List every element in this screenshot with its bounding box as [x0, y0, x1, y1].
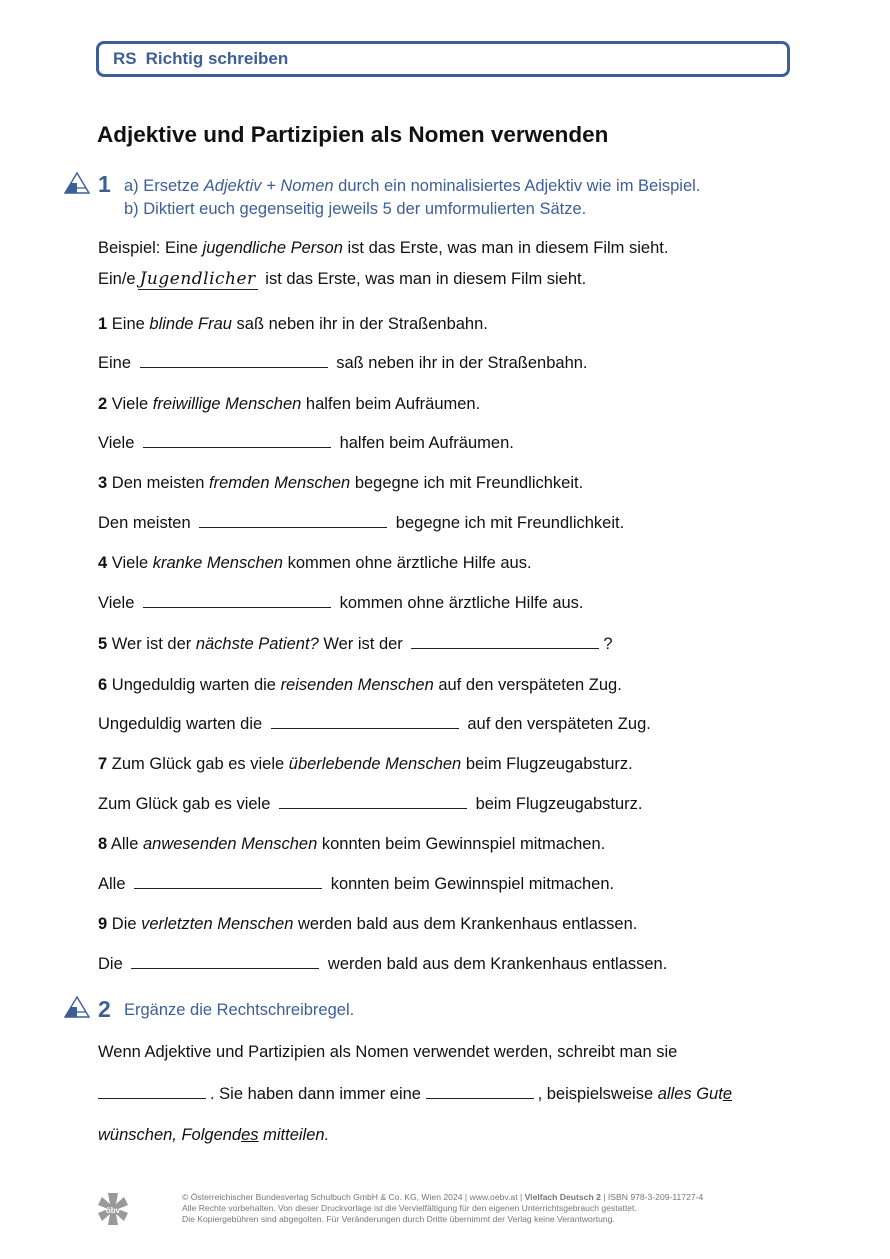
instruction-text: a) Ersetze	[124, 177, 204, 195]
footer-line: Die Kopiergebühren sind abgegolten. Für Veränderungen durch Dritte übernimmt der Verlag keine Verantwortung.	[182, 1214, 615, 1224]
exercise-answer-line	[98, 433, 514, 453]
text: saß neben ihr in der Straßenbahn.	[231, 315, 488, 333]
answer-blank[interactable]	[271, 714, 459, 729]
text: beim Flugzeugabsturz.	[461, 755, 633, 773]
item-number: 1	[98, 315, 108, 333]
example-answer	[98, 269, 586, 290]
instruction-emphasis: Adjektiv + Nomen	[203, 177, 334, 195]
answer-blank[interactable]	[140, 353, 328, 368]
text: Ungeduldig warten die	[98, 715, 267, 733]
text: Wer ist der	[318, 635, 408, 653]
task-number: 1	[98, 171, 111, 197]
text: Wer ist der	[107, 635, 196, 653]
exercise-sentence	[98, 634, 613, 654]
text: halfen beim Aufräumen.	[301, 395, 481, 413]
footer-line	[182, 1192, 703, 1203]
item-number: 3	[98, 474, 108, 492]
rule-text	[98, 1084, 732, 1104]
text: © Österreichischer Bundesverlag Schulbuch GmbH & Co. KG, Wien 2024 | www.oebv.at |	[182, 1192, 525, 1202]
emphasis: alles Gut	[657, 1085, 723, 1103]
exercise-answer-line	[98, 714, 651, 734]
task-instruction: Ergänze die Rechtschreibregel.	[124, 1001, 355, 1019]
text: konnten beim Gewinnspiel mitmachen.	[317, 835, 606, 853]
emphasis: kranke Menschen	[152, 554, 283, 572]
text: begegne ich mit Freundlichkeit.	[391, 514, 625, 532]
task-instruction	[124, 175, 700, 221]
text: Eine	[98, 354, 136, 372]
text: konnten beim Gewinnspiel mitmachen.	[326, 875, 615, 893]
text: ?	[603, 635, 613, 653]
item-number: 6	[98, 676, 108, 694]
text: Viele	[98, 594, 139, 612]
rule-text	[98, 1126, 329, 1145]
instruction-b: b) Diktiert euch gegenseitig jeweils 5 der umformulierten Sätze.	[124, 200, 587, 218]
publisher-logo-text: öbv	[105, 1206, 121, 1215]
difficulty-pyramid-icon	[64, 996, 90, 1018]
item-number: 9	[98, 915, 108, 933]
text: auf den verspäteten Zug.	[462, 715, 651, 733]
emphasis: mitteilen.	[258, 1126, 330, 1144]
exercise-answer-line	[98, 593, 584, 613]
difficulty-pyramid-icon	[64, 172, 90, 194]
emphasis: verletzten Menschen	[141, 915, 294, 933]
text: ist das Erste, was man in diesem Film sieht.	[260, 270, 587, 288]
underlined-ending: es	[241, 1126, 259, 1144]
exercise-answer-line	[98, 954, 667, 974]
text: beim Flugzeugabsturz.	[471, 795, 643, 813]
exercise-sentence	[98, 395, 480, 414]
instruction-text: durch ein nominalisiertes Adjektiv wie im Beispiel.	[333, 177, 701, 195]
text: , beispielsweise	[537, 1085, 658, 1103]
emphasis: fremden Menschen	[208, 474, 351, 492]
text: Eine	[107, 315, 150, 333]
text: Viele	[107, 395, 153, 413]
answer-blank[interactable]	[134, 874, 322, 889]
text: ist das Erste, was man in diesem Film sieht.	[342, 239, 669, 257]
text: Zum Glück gab es viele	[98, 795, 275, 813]
text: werden bald aus dem Krankenhaus entlassen.	[323, 955, 668, 973]
footer-line: Alle Rechte vorbehalten. Von dieser Druckvorlage ist die Vervielfältigung für den eigenen Unterrichtsgebrauch gestattet.	[182, 1203, 637, 1213]
exercise-answer-line	[98, 513, 624, 533]
instruction-a	[124, 175, 700, 198]
text: kommen ohne ärztliche Hilfe aus.	[283, 554, 532, 572]
text: Zum Glück gab es viele	[107, 755, 289, 773]
emphasis: freiwillige Menschen	[152, 395, 302, 413]
section-label: Richtig schreiben	[145, 49, 289, 68]
text: Viele	[98, 434, 139, 452]
text: Die	[107, 915, 142, 933]
exercise-answer-line	[98, 353, 588, 373]
answer-blank[interactable]	[98, 1084, 206, 1099]
text: Alle	[107, 835, 143, 853]
text: | ISBN 978-3-209-11727-4	[600, 1192, 704, 1202]
exercise-sentence	[98, 554, 532, 573]
emphasis: wünschen, Folgend	[98, 1126, 242, 1144]
footer-copyright	[182, 1192, 703, 1225]
example-sentence	[98, 239, 668, 258]
answer-blank[interactable]	[143, 593, 331, 608]
exercise-answer-line	[98, 874, 614, 894]
exercise-sentence	[98, 755, 633, 774]
task-number: 2	[98, 996, 111, 1022]
text: Alle	[98, 875, 131, 893]
text: Ungeduldig warten die	[107, 676, 281, 694]
text: saß neben ihr in der Straßenbahn.	[331, 354, 588, 372]
emphasis: blinde Frau	[149, 315, 232, 333]
underlined-ending: e	[722, 1085, 733, 1103]
emphasis: überlebende Menschen	[288, 755, 462, 773]
text: kommen ohne ärztliche Hilfe aus.	[334, 594, 584, 612]
exercise-sentence	[98, 835, 605, 854]
text: Den meisten	[107, 474, 209, 492]
text: Die	[98, 955, 128, 973]
answer-blank[interactable]	[131, 954, 319, 969]
text: halfen beim Aufräumen.	[334, 434, 514, 452]
item-number: 8	[98, 835, 108, 853]
text: Ein/e	[98, 270, 136, 288]
answer-blank[interactable]	[426, 1084, 534, 1099]
handwritten-answer: Jugendlicher	[139, 269, 256, 289]
exercise-answer-line	[98, 794, 643, 814]
answer-blank[interactable]	[411, 634, 599, 649]
text: begegne ich mit Freundlichkeit.	[350, 474, 584, 492]
rule-text: Wenn Adjektive und Partizipien als Nomen verwendet werden, schreibt man sie	[98, 1043, 678, 1061]
exercise-sentence	[98, 315, 488, 334]
exercise-sentence	[98, 676, 622, 695]
text: auf den verspäteten Zug.	[433, 676, 622, 694]
text: Viele	[107, 554, 153, 572]
answer-blank[interactable]	[199, 513, 387, 528]
answer-blank[interactable]	[279, 794, 467, 809]
exercise-sentence	[98, 915, 637, 934]
section-code: RS	[113, 49, 137, 68]
answer-blank[interactable]	[143, 433, 331, 448]
exercise-sentence	[98, 474, 583, 493]
emphasis: nächste Patient?	[195, 635, 319, 653]
page-title: Adjektive und Partizipien als Nomen verwenden	[97, 122, 609, 147]
book-title: Vielfach Deutsch 2	[524, 1192, 601, 1202]
item-number: 7	[98, 755, 108, 773]
emphasis: reisenden Menschen	[280, 676, 434, 694]
publisher-logo-icon	[97, 1192, 129, 1226]
text: . Sie haben dann immer eine	[210, 1085, 426, 1103]
text: Den meisten	[98, 514, 196, 532]
item-number: 4	[98, 554, 108, 572]
text: Beispiel: Eine	[98, 239, 203, 257]
emphasis: jugendliche Person	[202, 239, 343, 257]
emphasis: anwesenden Menschen	[142, 835, 318, 853]
item-number: 5	[98, 635, 108, 653]
section-header	[96, 41, 790, 77]
text: werden bald aus dem Krankenhaus entlassen.	[293, 915, 638, 933]
item-number: 2	[98, 395, 108, 413]
